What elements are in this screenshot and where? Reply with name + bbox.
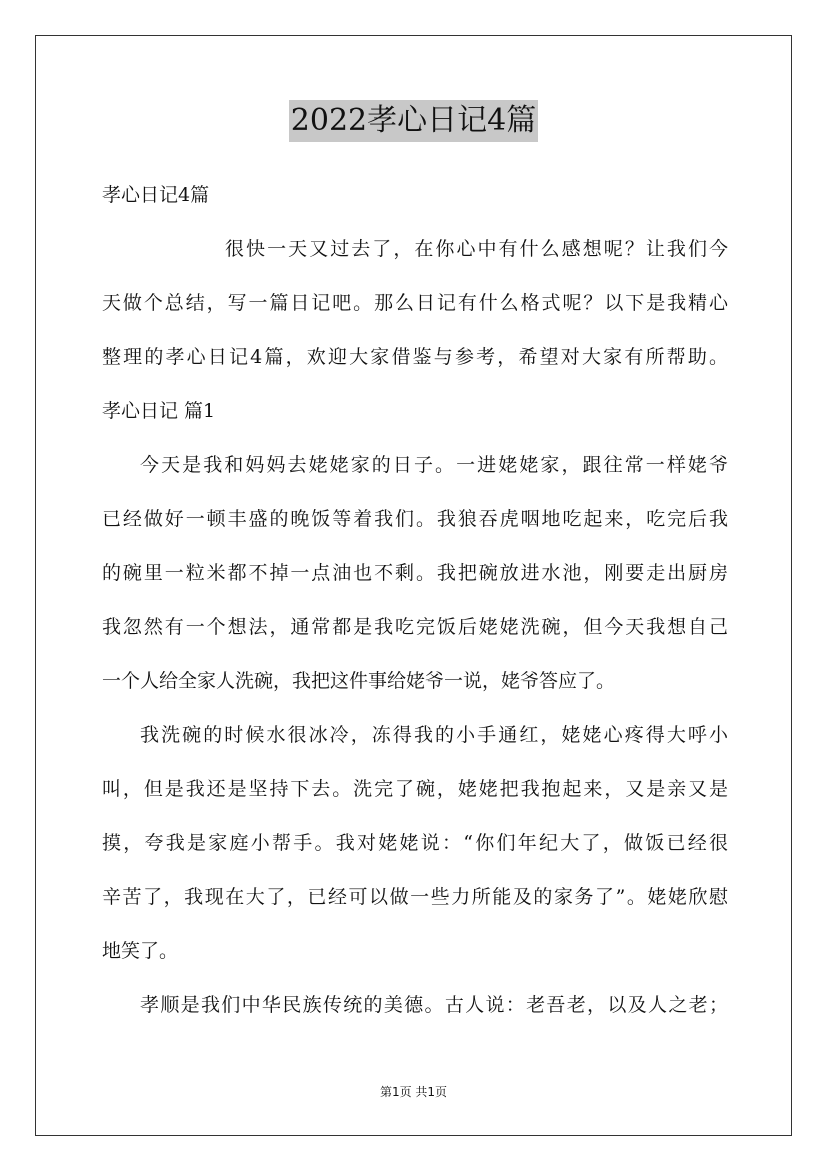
paragraph-line: 我洗碗的时候水很冰冷，冻得我的小手通红，姥姥心疼得大呼小 [140, 724, 728, 746]
paragraph-line: 摸，夸我是家庭小帮手。我对姥姥说：“你们年纪大了，做饭已经很 [102, 832, 728, 854]
subtitle: 孝心日记4篇 [102, 184, 210, 206]
page-footer: 第1页 共1页 [379, 1085, 448, 1099]
intro-line: 天做个总结，写一篇日记吧。那么日记有什么格式呢？以下是我精心 [102, 292, 728, 314]
paragraph-line: 今天是我和妈妈去姥姥家的日子。一进姥姥家，跟往常一样姥爷 [140, 454, 728, 476]
paragraph-line: 我忽然有一个想法，通常都是我吃完饭后姥姥洗碗，但今天我想自己 [102, 616, 728, 638]
intro-line: 整理的孝心日记4篇，欢迎大家借鉴与参考，希望对大家有所帮助。 [102, 346, 728, 368]
paragraph-line: 地笑了。 [102, 940, 179, 962]
paragraph-line: 已经做好一顿丰盛的晚饭等着我们。我狼吞虎咽地吃起来，吃完后我 [102, 508, 728, 530]
document-title: 2022孝心日记4篇 [289, 100, 538, 142]
paragraph-line: 叫，但是我还是坚持下去。洗完了碗，姥姥把我抱起来，又是亲又是 [102, 778, 728, 800]
paragraph-line: 辛苦了，我现在大了，已经可以做一些力所能及的家务了”。姥姥欣慰 [102, 886, 728, 908]
intro-line: 很快一天又过去了，在你心中有什么感想呢？让我们今 [225, 238, 728, 260]
document-body [102, 168, 728, 1032]
paragraph-line: 孝顺是我们中华民族传统的美德。古人说：老吾老，以及人之老； [140, 994, 728, 1016]
title-container [0, 100, 827, 142]
paragraph-line: 的碗里一粒米都不掉一点油也不剩。我把碗放进水池，刚要走出厨房 [102, 562, 728, 584]
section-heading: 孝心日记 篇1 [102, 400, 216, 422]
paragraph-line: 一个人给全家人洗碗，我把这件事给姥爷一说，姥爷答应了。 [102, 670, 616, 692]
